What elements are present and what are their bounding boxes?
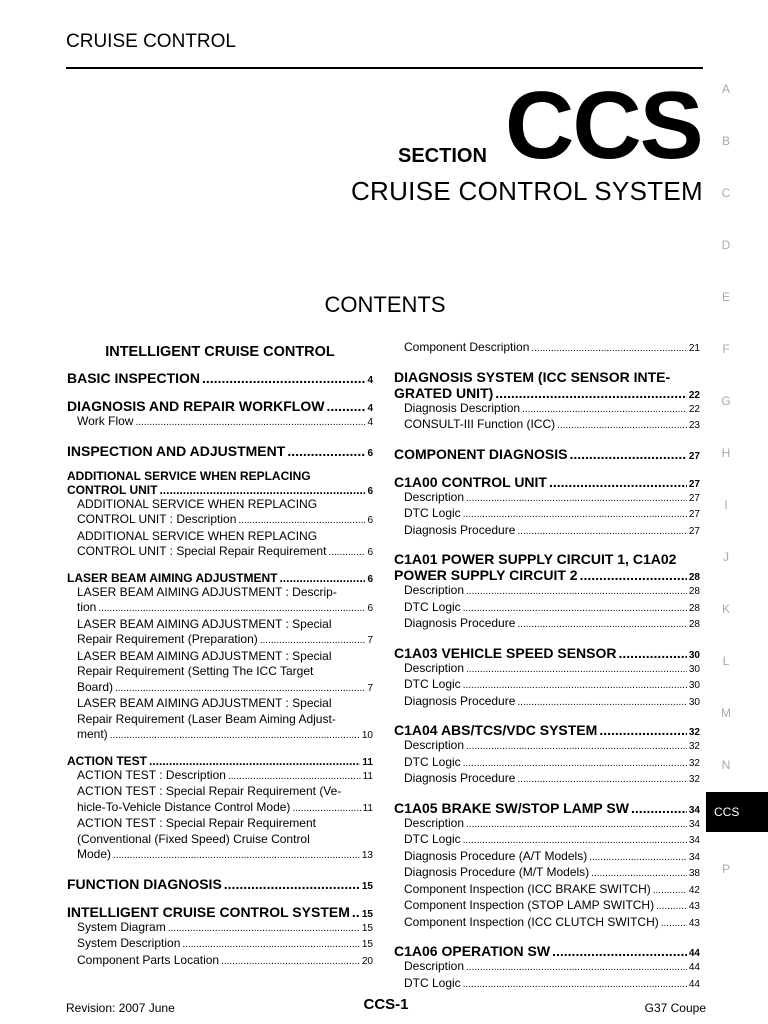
toc-entry[interactable] xyxy=(394,616,700,633)
toc-entry-label: DTC Logic xyxy=(404,754,461,769)
toc-page-number: 6 xyxy=(367,603,373,614)
toc-dot-leader xyxy=(580,567,687,583)
toc-entry-label: Description xyxy=(404,815,465,830)
toc-entry-label: ACTION TEST xyxy=(67,753,147,768)
toc-entry-label-line: ACTION TEST : Special Repair Requirement (Ve- xyxy=(77,784,342,798)
toc-page-number: 42 xyxy=(688,884,700,896)
toc-entry-label: CONTROL UNIT : Special Repair Requirement xyxy=(77,544,327,558)
toc-page-number: 6 xyxy=(367,573,373,585)
toc-entry-label: tion xyxy=(77,600,97,614)
toc-page-number: 34 xyxy=(688,851,700,863)
toc-dot-leader xyxy=(228,769,361,785)
toc-entry-label: Component Inspection (ICC BRAKE SWITCH) xyxy=(404,881,651,896)
toc-page-number: 4 xyxy=(367,403,373,414)
toc-page-number: 4 xyxy=(367,417,373,428)
toc-entry-label: Description xyxy=(404,489,465,504)
toc-entry-label-line: DIAGNOSIS SYSTEM (ICC SENSOR INTE- xyxy=(394,368,671,385)
toc-page-number: 6 xyxy=(367,485,373,497)
toc-entry[interactable] xyxy=(394,417,700,434)
toc-page-number: 32 xyxy=(688,757,700,769)
section-label: SECTION xyxy=(398,145,487,167)
toc-entry-label: System Diagram xyxy=(77,919,166,934)
toc-dot-leader xyxy=(463,977,687,993)
toc-dot-leader xyxy=(113,848,360,864)
toc-entry[interactable] xyxy=(67,497,373,529)
toc-dot-leader xyxy=(517,695,686,711)
toc-entry-label-line: LASER BEAM AIMING ADJUSTMENT : Descrip- xyxy=(77,584,337,599)
toc-dot-leader xyxy=(287,443,365,459)
toc-dot-leader xyxy=(599,722,687,738)
toc-entry-label: CONTROL UNIT : Description xyxy=(77,512,237,526)
toc-page-number: 27 xyxy=(688,478,700,490)
toc-entry-label-line: ACTION TEST : Special Repair Requirement xyxy=(77,816,316,830)
toc-entry[interactable] xyxy=(394,915,700,932)
toc-dot-leader xyxy=(115,681,365,697)
toc-entry-label: Diagnosis Procedure (M/T Models) xyxy=(404,865,590,879)
toc-page-number: 34 xyxy=(688,818,700,830)
toc-dot-leader xyxy=(352,904,360,920)
toc-entry-label: Work Flow xyxy=(77,414,134,428)
toc-dot-leader xyxy=(631,800,687,816)
toc-entry[interactable] xyxy=(67,585,373,617)
section-thumb-letter[interactable]: C xyxy=(721,186,731,200)
toc-entry[interactable] xyxy=(67,768,373,785)
toc-entry[interactable] xyxy=(394,677,700,694)
toc-dot-leader xyxy=(463,507,687,523)
toc-entry[interactable] xyxy=(394,340,700,357)
toc-entry[interactable] xyxy=(394,661,700,678)
toc-entry[interactable] xyxy=(394,943,700,959)
toc-dot-leader xyxy=(653,883,687,899)
toc-entry-label: DTC Logic xyxy=(404,832,461,846)
toc-page-number: 23 xyxy=(688,420,700,431)
toc-dot-leader xyxy=(110,728,360,744)
toc-page-number: 15 xyxy=(361,908,373,920)
toc-dot-leader xyxy=(202,370,365,386)
toc-entry[interactable] xyxy=(394,771,700,788)
toc-entry[interactable] xyxy=(394,882,700,899)
toc-entry[interactable] xyxy=(394,600,700,617)
toc-entry[interactable] xyxy=(394,506,700,523)
toc-entry-label: Component Inspection (STOP LAMP SWITCH) xyxy=(404,898,655,912)
toc-dot-leader xyxy=(292,801,360,817)
toc-dot-leader xyxy=(328,545,365,561)
toc-page-number: 7 xyxy=(367,635,373,646)
toc-page-number: 20 xyxy=(361,955,373,967)
toc-dot-leader xyxy=(238,513,365,529)
toc-entry[interactable] xyxy=(67,571,373,585)
toc-entry[interactable] xyxy=(394,898,700,915)
toc-page-number: 6 xyxy=(367,447,373,459)
toc-page-number: 11 xyxy=(362,802,373,814)
toc-dot-leader xyxy=(522,402,687,418)
toc-entry-label: Description xyxy=(404,959,465,973)
section-thumb-letter[interactable]: D xyxy=(721,238,731,252)
toc-entry[interactable] xyxy=(394,523,700,540)
toc-dot-leader xyxy=(260,633,366,649)
toc-entry[interactable] xyxy=(394,722,700,738)
toc-dot-leader xyxy=(463,756,687,772)
toc-entry-label: DIAGNOSIS AND REPAIR WORKFLOW xyxy=(67,398,325,414)
toc-entry[interactable] xyxy=(67,754,373,768)
toc-entry[interactable] xyxy=(67,920,373,937)
toc-page-number: 38 xyxy=(688,868,700,879)
toc-dot-leader xyxy=(98,601,365,617)
toc-entry[interactable] xyxy=(394,446,700,462)
toc-page-number: 44 xyxy=(688,978,700,990)
toc-right-column xyxy=(394,340,700,992)
toc-entry-label: C1A06 OPERATION SW xyxy=(394,943,551,959)
toc-page-number: 6 xyxy=(367,547,373,558)
toc-dot-leader xyxy=(517,617,686,633)
toc-page-number: 7 xyxy=(367,682,373,694)
toc-entry-label: Description xyxy=(404,583,465,597)
toc-dot-leader xyxy=(591,866,687,882)
toc-entry-label: Diagnosis Procedure xyxy=(404,693,516,708)
toc-entry-label: C1A00 CONTROL UNIT xyxy=(394,473,547,490)
toc-dot-leader xyxy=(569,446,686,462)
toc-left-entries xyxy=(67,370,373,969)
section-code: CCS xyxy=(505,72,702,179)
toc-entry-label: FUNCTION DIAGNOSIS xyxy=(67,875,222,892)
toc-entry[interactable] xyxy=(67,953,373,970)
toc-dot-leader xyxy=(463,601,687,617)
toc-page-number: 21 xyxy=(688,343,700,354)
toc-entry[interactable] xyxy=(394,490,700,507)
toc-page-number: 6 xyxy=(367,515,373,526)
toc-page-number: 44 xyxy=(688,948,700,959)
toc-entry-label: DTC Logic xyxy=(404,506,461,520)
toc-column-heading: INTELLIGENT CRUISE CONTROL xyxy=(105,344,335,360)
toc-entry[interactable] xyxy=(394,800,700,816)
toc-page-number: 44 xyxy=(688,962,700,973)
toc-entry-label: ment) xyxy=(77,727,108,741)
contents-title: CONTENTS xyxy=(324,292,446,317)
toc-page-number: 43 xyxy=(688,901,700,912)
toc-dot-leader xyxy=(517,524,686,540)
toc-entry-label-line: Repair Requirement (Setting The ICC Target xyxy=(77,664,314,678)
toc-entry[interactable] xyxy=(394,755,700,772)
toc-entry-label: DTC Logic xyxy=(404,975,461,990)
toc-page-number: 32 xyxy=(688,741,700,752)
toc-page-number: 30 xyxy=(688,680,700,691)
footer-revision: Revision: 2007 June xyxy=(66,1001,175,1015)
section-thumb-letter[interactable]: L xyxy=(722,654,730,668)
toc-entry[interactable] xyxy=(394,645,700,661)
toc-dot-leader xyxy=(466,960,687,976)
toc-dot-leader xyxy=(466,491,687,507)
toc-entry[interactable] xyxy=(394,832,700,849)
toc-entry[interactable] xyxy=(67,876,373,892)
toc-entry-label: Repair Requirement (Preparation) xyxy=(77,632,258,646)
toc-entry-label: POWER SUPPLY CIRCUIT 2 xyxy=(394,567,578,583)
toc-page-number: 15 xyxy=(361,922,373,934)
toc-dot-leader xyxy=(557,418,687,434)
toc-entry[interactable] xyxy=(394,865,700,882)
toc-page-number: 4 xyxy=(367,375,373,386)
toc-entry[interactable] xyxy=(67,398,373,414)
toc-dot-leader xyxy=(279,571,365,585)
toc-dot-leader xyxy=(589,850,687,866)
toc-entry-label: hicle-To-Vehicle Distance Control Mode) xyxy=(77,799,291,814)
section-thumb-letter[interactable]: J xyxy=(723,550,729,564)
running-header-title: CRUISE CONTROL xyxy=(66,31,236,52)
toc-page-number: 30 xyxy=(688,649,700,661)
toc-entry-label: C1A05 BRAKE SW/STOP LAMP SW xyxy=(394,799,629,816)
toc-page-number: 10 xyxy=(361,730,373,741)
toc-entry-label-line: LASER BEAM AIMING ADJUSTMENT : Special xyxy=(77,648,332,663)
section-thumb-letter[interactable]: G xyxy=(721,394,731,408)
section-thumb-letter[interactable]: A xyxy=(721,82,730,96)
toc-entry[interactable] xyxy=(67,414,373,431)
toc-dot-leader xyxy=(466,817,687,833)
toc-entry[interactable] xyxy=(67,469,373,497)
toc-entry-label-line: C1A01 POWER SUPPLY CIRCUIT 1, C1A02 xyxy=(394,551,677,567)
toc-entry[interactable] xyxy=(394,369,700,401)
toc-entry-label-line: LASER BEAM AIMING ADJUSTMENT : Special xyxy=(77,616,332,631)
toc-page-number: 27 xyxy=(688,509,700,520)
toc-entry[interactable] xyxy=(394,849,700,866)
section-thumb-tab-ccs[interactable]: CCS xyxy=(706,792,768,832)
footer-model: G37 Coupe xyxy=(644,1001,706,1015)
toc-page-number: 11 xyxy=(362,770,373,782)
toc-entry-label-line: Repair Requirement (Laser Beam Aiming Adjust- xyxy=(77,711,336,726)
toc-entry[interactable] xyxy=(394,551,700,583)
toc-entry-label-line: ADDITIONAL SERVICE WHEN REPLACING xyxy=(77,528,318,543)
toc-page-number: 15 xyxy=(361,939,373,950)
toc-entry-label-line: ADDITIONAL SERVICE WHEN REPLACING xyxy=(67,468,311,483)
toc-dot-leader xyxy=(326,398,365,414)
toc-entry-label: CONTROL UNIT xyxy=(67,482,158,497)
toc-dot-leader xyxy=(168,921,360,937)
toc-entry[interactable] xyxy=(67,784,373,816)
toc-entry-label: DTC Logic xyxy=(404,677,461,691)
toc-entry[interactable] xyxy=(394,816,700,833)
toc-entry-label: Diagnosis Procedure xyxy=(404,771,516,785)
toc-entry[interactable] xyxy=(67,529,373,561)
toc-dot-leader xyxy=(619,645,687,661)
toc-dot-leader xyxy=(466,662,687,678)
toc-entry-label: Diagnosis Procedure xyxy=(404,616,516,630)
toc-entry[interactable] xyxy=(67,696,373,744)
toc-right-entries xyxy=(394,340,700,992)
toc-dot-leader xyxy=(182,937,360,953)
toc-entry-label: CONSULT-III Function (ICC) xyxy=(404,417,556,431)
toc-entry[interactable] xyxy=(394,474,700,490)
toc-entry-label: Description xyxy=(404,660,465,675)
toc-entry-label: C1A03 VEHICLE SPEED SENSOR xyxy=(394,644,617,661)
toc-dot-leader xyxy=(221,954,360,970)
toc-entry-label: System Description xyxy=(77,936,181,950)
toc-page-number: 30 xyxy=(688,663,700,675)
toc-dot-leader xyxy=(466,584,687,600)
section-thumb-letter[interactable]: I xyxy=(724,498,728,512)
footer-page-id: CCS-1 xyxy=(363,996,409,1013)
toc-entry[interactable] xyxy=(67,617,373,649)
toc-entry-label: GRATED UNIT) xyxy=(394,384,494,401)
toc-entry-label: Diagnosis Description xyxy=(404,400,521,415)
toc-page-number: 22 xyxy=(688,389,700,401)
toc-entry[interactable] xyxy=(394,738,700,755)
toc-page-number: 34 xyxy=(688,804,700,816)
toc-entry-label: BASIC INSPECTION xyxy=(67,370,201,386)
toc-entry-label: Component Inspection (ICC CLUTCH SWITCH) xyxy=(404,914,659,929)
toc-page-number: 28 xyxy=(688,602,700,614)
toc-dot-leader xyxy=(463,678,687,694)
toc-entry[interactable] xyxy=(394,401,700,418)
section-thumb-letter[interactable]: F xyxy=(722,342,730,356)
toc-entry-label-line: (Conventional (Fixed Speed) Cruise Control xyxy=(77,831,310,846)
toc-entry[interactable] xyxy=(394,694,700,711)
toc-left-column xyxy=(67,340,373,969)
toc-dot-leader xyxy=(661,916,687,932)
toc-entry[interactable] xyxy=(67,936,373,953)
toc-entry[interactable] xyxy=(67,370,373,386)
toc-entry[interactable] xyxy=(67,816,373,864)
toc-entry[interactable] xyxy=(394,976,700,993)
toc-dot-leader xyxy=(656,899,687,915)
toc-dot-leader xyxy=(159,483,365,497)
toc-dot-leader xyxy=(517,772,686,788)
section-thumb-letter[interactable]: N xyxy=(721,758,731,772)
toc-page-number: 32 xyxy=(688,774,700,785)
toc-dot-leader xyxy=(466,739,687,755)
toc-entry-label-line: ADDITIONAL SERVICE WHEN REPLACING xyxy=(77,496,318,511)
section-thumb-letter[interactable]: B xyxy=(721,134,730,148)
toc-entry-label: ACTION TEST : Description xyxy=(77,767,226,782)
toc-dot-leader xyxy=(149,754,360,768)
toc-entry-label: Board) xyxy=(77,679,114,694)
toc-entry-label: C1A04 ABS/TCS/VDC SYSTEM xyxy=(394,722,598,738)
toc-entry-label: INSPECTION AND ADJUSTMENT xyxy=(67,442,286,459)
toc-entry[interactable] xyxy=(394,583,700,600)
toc-entry-label: COMPONENT DIAGNOSIS xyxy=(394,445,568,462)
toc-entry-label-line: LASER BEAM AIMING ADJUSTMENT : Special xyxy=(77,696,332,710)
toc-entry-label: Diagnosis Procedure (A/T Models) xyxy=(404,848,588,863)
section-thumb-letter[interactable]: K xyxy=(721,602,730,616)
toc-page-number: 13 xyxy=(361,850,373,861)
toc-entry-label: INTELLIGENT CRUISE CONTROL SYSTEM xyxy=(67,903,350,920)
toc-dot-leader xyxy=(135,415,365,431)
toc-dot-leader xyxy=(552,943,687,959)
section-name: CRUISE CONTROL SYSTEM xyxy=(350,176,703,206)
header-rule xyxy=(66,67,703,69)
toc-dot-leader xyxy=(531,341,686,357)
toc-entry[interactable] xyxy=(67,649,373,697)
toc-entry[interactable] xyxy=(67,904,373,920)
toc-dot-leader xyxy=(463,833,687,849)
toc-page-number: 27 xyxy=(688,450,700,462)
toc-page-number: 27 xyxy=(688,525,700,537)
toc-entry-label: Mode) xyxy=(77,847,112,861)
toc-dot-leader xyxy=(549,474,687,490)
toc-dot-leader xyxy=(224,876,360,892)
section-thumb-letter[interactable]: P xyxy=(721,862,730,876)
section-thumb-letter[interactable]: H xyxy=(721,446,731,460)
toc-page-number: 27 xyxy=(688,492,700,504)
toc-page-number: 15 xyxy=(361,880,373,892)
toc-page-number: 32 xyxy=(688,727,700,738)
toc-page-number: 43 xyxy=(688,917,700,929)
toc-entry-label: DTC Logic xyxy=(404,599,461,614)
toc-dot-leader xyxy=(495,385,687,401)
toc-page-number: 22 xyxy=(688,403,700,415)
toc-entry[interactable] xyxy=(67,443,373,459)
toc-page-number: 28 xyxy=(688,586,700,597)
toc-entry-label: Description xyxy=(404,738,465,752)
toc-page-number: 34 xyxy=(688,835,700,846)
toc-page-number: 11 xyxy=(362,756,373,768)
toc-entry-label: Component Parts Location xyxy=(77,952,220,967)
toc-entry[interactable] xyxy=(394,959,700,976)
toc-page-number: 28 xyxy=(688,619,700,630)
toc-page-number: 30 xyxy=(688,696,700,708)
section-thumb-letter[interactable]: E xyxy=(721,290,730,304)
toc-entry-label: LASER BEAM AIMING ADJUSTMENT xyxy=(67,570,278,585)
toc-page-number: 28 xyxy=(688,572,700,583)
toc-entry-label: Diagnosis Procedure xyxy=(404,522,516,537)
section-thumb-letter[interactable]: M xyxy=(721,706,731,720)
toc-entry-label: Component Description xyxy=(404,340,530,354)
